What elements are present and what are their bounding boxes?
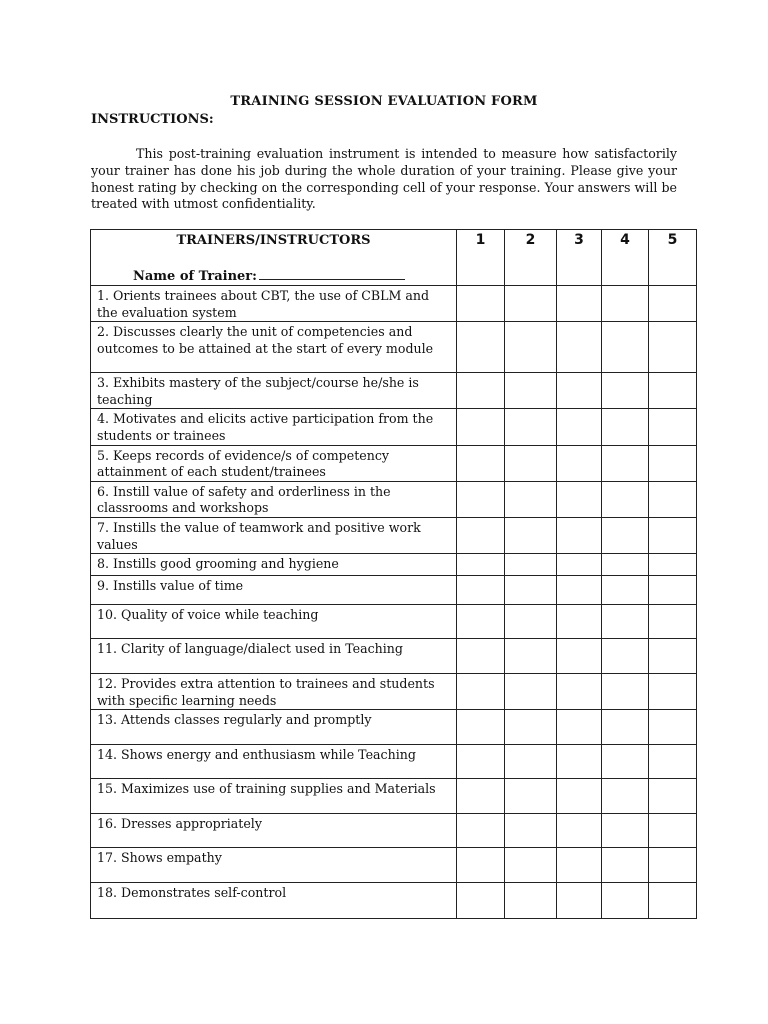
rating-cell-2[interactable]: [505, 322, 557, 373]
rating-cell-4[interactable]: [602, 848, 649, 883]
rating-cell-2[interactable]: [505, 814, 557, 848]
rating-cell-5[interactable]: [649, 517, 697, 553]
rating-cell-5[interactable]: [649, 286, 697, 322]
instructions-paragraph: This post-training evaluation instrument is intended to measure how satisfactorily your trainer has done his job during the whole duration of your training. Please give your honest rating by checking on the corresponding cell of your response. Your answers will be treated with utmost confidentiality.: [91, 146, 677, 212]
rating-cell-1[interactable]: [457, 322, 505, 373]
criterion-text: 12. Provides extra attention to trainees and students with specific learning needs: [91, 674, 457, 710]
rating-cell-4[interactable]: [602, 605, 649, 639]
rating-cell-4[interactable]: [602, 745, 649, 779]
rating-cell-2[interactable]: [505, 554, 557, 576]
rating-cell-5[interactable]: [649, 481, 697, 517]
rating-cell-2[interactable]: [505, 576, 557, 605]
rating-cell-5[interactable]: [649, 779, 697, 814]
score-header-2: 2: [505, 230, 557, 286]
rating-cell-2[interactable]: [505, 445, 557, 481]
rating-cell-4[interactable]: [602, 710, 649, 745]
rating-cell-5[interactable]: [649, 554, 697, 576]
rating-cell-3[interactable]: [557, 517, 602, 553]
criterion-text: 10. Quality of voice while teaching: [91, 605, 457, 639]
rating-cell-2[interactable]: [505, 745, 557, 779]
rating-cell-3[interactable]: [557, 710, 602, 745]
rating-cell-3[interactable]: [557, 286, 602, 322]
table-row: [91, 373, 697, 409]
table-row: [91, 639, 697, 674]
rating-cell-5[interactable]: [649, 409, 697, 445]
criterion-text: 16. Dresses appropriately: [91, 814, 457, 848]
rating-cell-2[interactable]: [505, 848, 557, 883]
rating-cell-1[interactable]: [457, 710, 505, 745]
rating-cell-4[interactable]: [602, 883, 649, 919]
rating-cell-5[interactable]: [649, 814, 697, 848]
trainer-name-field[interactable]: [133, 267, 405, 284]
criterion-text: 1. Orients trainees about CBT, the use of CBLM and the evaluation system: [91, 286, 457, 322]
table-row: [91, 554, 697, 576]
rating-cell-5[interactable]: [649, 674, 697, 710]
rating-cell-3[interactable]: [557, 576, 602, 605]
rating-cell-2[interactable]: [505, 674, 557, 710]
criterion-text: 8. Instills good grooming and hygiene: [91, 554, 457, 576]
rating-cell-5[interactable]: [649, 710, 697, 745]
rating-cell-1[interactable]: [457, 814, 505, 848]
instructions-heading: INSTRUCTIONS:: [91, 112, 214, 127]
table-row: [91, 517, 697, 553]
criterion-text: 14. Shows energy and enthusiasm while Teaching: [91, 745, 457, 779]
rating-cell-2[interactable]: [505, 605, 557, 639]
rating-cell-4[interactable]: [602, 554, 649, 576]
rating-cell-2[interactable]: [505, 373, 557, 409]
rating-cell-3[interactable]: [557, 674, 602, 710]
table-row: [91, 605, 697, 639]
table-row: [91, 674, 697, 710]
rating-cell-4[interactable]: [602, 481, 649, 517]
criterion-text: 17. Shows empathy: [91, 848, 457, 883]
score-header-1: 1: [457, 230, 505, 286]
rating-cell-2[interactable]: [505, 517, 557, 553]
rating-cell-1[interactable]: [457, 848, 505, 883]
criterion-text: 7. Instills the value of teamwork and positive work values: [91, 517, 457, 553]
rating-cell-1[interactable]: [457, 576, 505, 605]
rating-cell-1[interactable]: [457, 517, 505, 553]
rating-cell-3[interactable]: [557, 745, 602, 779]
rating-cell-3[interactable]: [557, 848, 602, 883]
rating-cell-2[interactable]: [505, 779, 557, 814]
rating-cell-3[interactable]: [557, 814, 602, 848]
rating-cell-5[interactable]: [649, 445, 697, 481]
rating-cell-3[interactable]: [557, 322, 602, 373]
criterion-text: 13. Attends classes regularly and promptly: [91, 710, 457, 745]
criterion-text: 6. Instill value of safety and orderliness in the classrooms and workshops: [91, 481, 457, 517]
criterion-text: 4. Motivates and elicits active participation from the students or trainees: [91, 409, 457, 445]
rating-cell-5[interactable]: [649, 848, 697, 883]
rating-cell-3[interactable]: [557, 373, 602, 409]
rating-cell-4[interactable]: [602, 576, 649, 605]
table-row: [91, 322, 697, 373]
rating-cell-4[interactable]: [602, 779, 649, 814]
rating-cell-4[interactable]: [602, 373, 649, 409]
rating-cell-1[interactable]: [457, 639, 505, 674]
rating-cell-2[interactable]: [505, 481, 557, 517]
rating-cell-2[interactable]: [505, 409, 557, 445]
evaluation-table: [90, 229, 697, 919]
table-row: [91, 883, 697, 919]
table-row: [91, 779, 697, 814]
rating-cell-3[interactable]: [557, 883, 602, 919]
score-header-4: 4: [602, 230, 649, 286]
table-row: [91, 576, 697, 605]
rating-cell-3[interactable]: [557, 605, 602, 639]
rating-cell-1[interactable]: [457, 554, 505, 576]
rating-cell-1[interactable]: [457, 883, 505, 919]
score-header-5: 5: [649, 230, 697, 286]
rating-cell-4[interactable]: [602, 517, 649, 553]
rating-cell-5[interactable]: [649, 576, 697, 605]
rating-cell-4[interactable]: [602, 814, 649, 848]
rating-cell-2[interactable]: [505, 883, 557, 919]
table-row: [91, 848, 697, 883]
trainer-name-label: Name of Trainer:: [133, 269, 257, 284]
rating-cell-4[interactable]: [602, 674, 649, 710]
criterion-text: 5. Keeps records of evidence/s of competency attainment of each student/trainees: [91, 445, 457, 481]
rating-cell-3[interactable]: [557, 779, 602, 814]
rating-cell-4[interactable]: [602, 409, 649, 445]
criterion-text: 2. Discusses clearly the unit of competencies and outcomes to be attained at the start of every module: [91, 322, 457, 373]
rating-cell-1[interactable]: [457, 779, 505, 814]
rating-cell-2[interactable]: [505, 639, 557, 674]
table-header-row: [91, 230, 697, 286]
rating-cell-5[interactable]: [649, 883, 697, 919]
rating-cell-3[interactable]: [557, 445, 602, 481]
form-title: TRAINING SESSION EVALUATION FORM: [230, 94, 538, 109]
rating-cell-3[interactable]: [557, 639, 602, 674]
rating-cell-1[interactable]: [457, 409, 505, 445]
table-row: [91, 286, 697, 322]
rating-cell-5[interactable]: [649, 605, 697, 639]
rating-cell-3[interactable]: [557, 554, 602, 576]
rating-cell-4[interactable]: [602, 286, 649, 322]
table-row: [91, 481, 697, 517]
rating-cell-3[interactable]: [557, 409, 602, 445]
trainer-name-blank[interactable]: [259, 267, 405, 280]
rating-cell-5[interactable]: [649, 745, 697, 779]
rating-cell-1[interactable]: [457, 445, 505, 481]
rating-cell-5[interactable]: [649, 322, 697, 373]
rating-cell-1[interactable]: [457, 286, 505, 322]
rating-cell-1[interactable]: [457, 745, 505, 779]
table-row: [91, 745, 697, 779]
criterion-text: 3. Exhibits mastery of the subject/course he/she is teaching: [91, 373, 457, 409]
rating-cell-1[interactable]: [457, 481, 505, 517]
rating-cell-2[interactable]: [505, 710, 557, 745]
criterion-text: 11. Clarity of language/dialect used in Teaching: [91, 639, 457, 674]
table-row: [91, 814, 697, 848]
criterion-text: 9. Instills value of time: [91, 576, 457, 605]
rating-cell-1[interactable]: [457, 674, 505, 710]
trainers-header-cell: [91, 230, 457, 286]
rating-cell-5[interactable]: [649, 639, 697, 674]
rating-cell-1[interactable]: [457, 605, 505, 639]
rating-cell-4[interactable]: [602, 639, 649, 674]
evaluation-rows: [91, 286, 697, 919]
score-header-3: 3: [557, 230, 602, 286]
criterion-text: 18. Demonstrates self-control: [91, 883, 457, 919]
table-row: [91, 710, 697, 745]
rating-cell-5[interactable]: [649, 373, 697, 409]
trainers-header-title: TRAINERS/INSTRUCTORS: [176, 233, 371, 248]
rating-cell-4[interactable]: [602, 322, 649, 373]
criterion-text: 15. Maximizes use of training supplies and Materials: [91, 779, 457, 814]
rating-cell-4[interactable]: [602, 445, 649, 481]
table-row: [91, 409, 697, 445]
table-row: [91, 445, 697, 481]
rating-cell-2[interactable]: [505, 286, 557, 322]
rating-cell-1[interactable]: [457, 373, 505, 409]
rating-cell-3[interactable]: [557, 481, 602, 517]
